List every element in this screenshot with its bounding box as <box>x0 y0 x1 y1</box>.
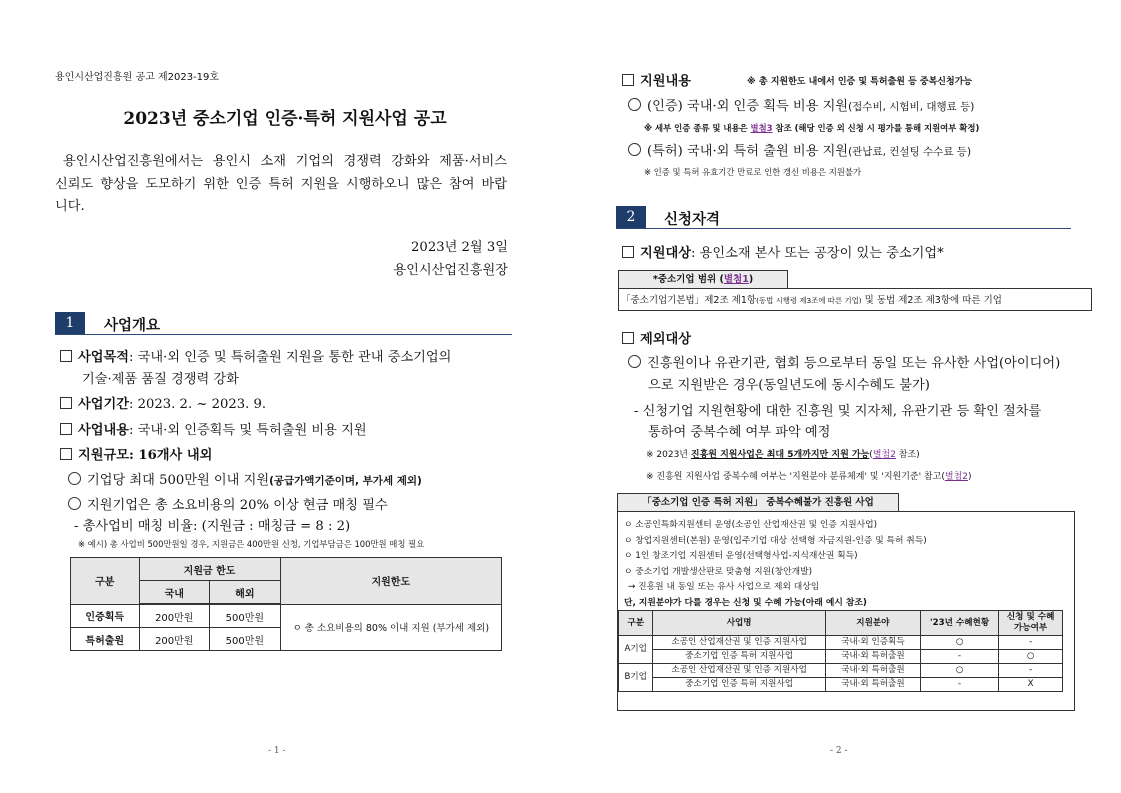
issuer-name: 용인시산업진흥원장 <box>393 263 508 278</box>
circle-bullet-icon <box>628 143 641 156</box>
note-a-underlined: 진흥원 지원사업은 최대 5개까지만 지원 가능 <box>690 450 870 460</box>
cell-project: 중소기업 인증 특허 지원사업 <box>653 678 825 692</box>
checkbox-icon <box>622 332 634 344</box>
example-note: ※ 예시) 총 사업비 500만원일 경우, 지원금은 400만원 신청, 기업부담금은 100만원 매칭 필요 <box>78 539 425 549</box>
appendix-2-link[interactable]: 별첨2 <box>872 450 896 460</box>
patent-row <box>628 140 971 159</box>
row-label: 특허출원 <box>71 628 140 651</box>
intro-line-2: 신뢰도 향상을 도모하기 위한 인증 특허 지원을 시행하오니 많은 참여 바랍 <box>55 177 507 192</box>
note-a <box>646 447 920 460</box>
sme-scope-pre: *중소기업 범위 ( <box>652 274 724 285</box>
note-b <box>646 469 971 482</box>
period-text: : 2023. 2. ~ 2023. 9. <box>128 397 267 412</box>
checkbox-icon <box>622 74 634 86</box>
exclude-2-text: - 신청기업 지원현황에 대한 진흥원 및 지자체, 유관기관 등 확인 절차를 <box>634 404 1042 419</box>
cell-field: 국내·외 특허출원 <box>825 678 920 692</box>
cell-field: 국내·외 특허출원 <box>825 664 920 678</box>
support-label: 지원내용 <box>640 74 691 89</box>
dup-item: ㅇ 중소기업 개발생산판로 맞춤형 지원(창안개발) <box>624 566 813 577</box>
section-2-underline <box>616 228 1071 229</box>
cell-possible: ○ <box>999 650 1063 664</box>
target-text: : 용인소재 본사 또는 공장이 있는 중소기업* <box>690 246 944 261</box>
cell-domestic: 200만원 <box>139 628 210 651</box>
content-row <box>60 419 367 438</box>
period-label: 사업기간 <box>78 397 129 412</box>
cell-status: ○ <box>920 664 998 678</box>
group-label: A기업 <box>619 636 653 664</box>
support-limit-table <box>70 557 502 651</box>
header-category: 구분 <box>619 611 653 636</box>
cell-project: 소공인 산업재산권 및 인증 지원사업 <box>653 636 825 650</box>
cell-field: 국내·외 특허출원 <box>825 650 920 664</box>
scale-label: 지원규모 <box>78 448 129 463</box>
circle-bullet-icon <box>68 472 81 485</box>
max-support-text: 기업당 최대 500만원 이내 지원 <box>87 473 270 488</box>
note-b-pre: ※ 진흥원 지원사업 중복수혜 여부는 '지원분야 분류체계' 및 '지원기준' 참고( <box>646 472 945 482</box>
intro-line-3: 니다. <box>55 199 85 214</box>
row-label: 인증획득 <box>71 604 140 628</box>
content-label: 사업내용 <box>78 423 129 438</box>
patent-text: (특허) 국내·외 특허 출원 비용 지원 <box>647 144 849 159</box>
cert-detail: (접수비, 시험비, 대행료 등) <box>848 101 975 113</box>
scale-row <box>60 444 212 463</box>
purpose-row <box>60 346 451 365</box>
header-category: 구분 <box>71 558 140 605</box>
exclude-1-row <box>628 352 1060 371</box>
max-support-note: (공급가액기준이며, 부가세 제외) <box>269 475 422 487</box>
purpose-text-2: 기술·제품 품질 경쟁력 강화 <box>82 372 239 387</box>
cell-status: - <box>920 650 998 664</box>
dup-item: ㅇ 소공인특화지원센터 운영(소공인 산업재산권 및 인증 지원사업) <box>624 520 878 530</box>
dup-item: ㅇ 창업지원센터(본원) 운영(입주기업 대상 선택형 자금지원-인증 및 특허 취득) <box>624 535 927 546</box>
cell-possible: - <box>999 664 1063 678</box>
period-row <box>60 393 266 412</box>
support-row <box>622 70 691 89</box>
header-rule: 지원한도 <box>280 558 501 605</box>
notice-date: 2023년 2월 3일 <box>411 240 508 255</box>
section-1-number: 1 <box>55 312 85 334</box>
circle-bullet-icon <box>628 98 641 111</box>
section-1-underline <box>55 334 512 335</box>
patent-note: ※ 인증 및 특허 유효기간 만료로 인한 갱신 비용은 지원불가 <box>644 167 862 177</box>
matching-ratio: - 총사업비 매칭 비율: (지원금 : 매칭금 = 8 : 2) <box>74 519 351 534</box>
note-a-post: 참조) <box>895 450 920 460</box>
cell-field: 국내·외 인증획득 <box>825 636 920 650</box>
exclude-label: 제외대상 <box>640 332 691 347</box>
target-label: 지원대상 <box>640 246 691 261</box>
exclude-row <box>622 328 691 347</box>
cell-project: 소공인 산업재산권 및 인증 지원사업 <box>653 664 825 678</box>
exclude-1-text: 진흥원이나 유관기관, 협회 등으로부터 동일 또는 유사한 사업(아이디어) <box>647 356 1061 371</box>
scale-text: : 16개사 내외 <box>128 448 213 463</box>
header-possible: 신청 및 수혜 가능여부 <box>999 611 1063 636</box>
appendix-1-link[interactable]: 별첨1 <box>723 274 749 285</box>
sme-law-post: 및 동법 제2조 제3항에 따른 기업 <box>861 295 1002 306</box>
exclude-1b-text: 으로 지원받은 경우(동일년도에 동시수혜도 불가) <box>648 378 930 393</box>
dup-box-list <box>624 518 927 612</box>
sme-scope-tab <box>618 270 788 288</box>
page-2 <box>560 0 1121 793</box>
cert-note-pre: ※ 세부 인증 종류 및 내용은 <box>644 123 751 133</box>
cell-overseas: 500만원 <box>210 604 281 628</box>
cell-status: - <box>920 678 998 692</box>
dup-box-bold-note: 단, 지원분야가 다를 경우는 신청 및 수혜 가능(아래 예시 참조) <box>624 597 867 608</box>
note-b-post: ) <box>967 472 972 482</box>
circle-bullet-icon <box>628 355 641 368</box>
appendix-3-link[interactable]: 별첨3 <box>750 123 773 133</box>
notice-number: 용인시산업진흥원 공고 제2023-19호 <box>55 72 220 83</box>
checkbox-icon <box>60 448 72 460</box>
cell-possible: - <box>999 636 1063 650</box>
purpose-label: 사업목적 <box>78 350 129 365</box>
rule-text: ㅇ 총 소요비용의 80% 이내 지원 (부가세 제외) <box>280 604 501 651</box>
cell-status: ○ <box>920 636 998 650</box>
example-table <box>618 610 1063 692</box>
note-a-paren: ( <box>869 450 873 460</box>
cell-project: 중소기업 인증 특허 지원사업 <box>653 650 825 664</box>
patent-detail: (관납료, 컨설팅 수수료 등) <box>848 146 972 158</box>
circle-bullet-icon <box>68 497 81 510</box>
page-1 <box>0 0 560 793</box>
section-2-title: 신청자격 <box>664 211 721 228</box>
target-row <box>622 242 944 261</box>
sme-law-small: (동법 시행령 제3조에 따른 기업) <box>756 296 862 305</box>
header-project: 사업명 <box>653 611 825 636</box>
checkbox-icon <box>60 423 72 435</box>
cell-possible: X <box>999 678 1063 692</box>
checkbox-icon <box>622 246 634 258</box>
cert-row <box>628 95 974 114</box>
support-note: ※ 총 지원한도 내에서 인증 및 특허출원 등 중복신청가능 <box>747 77 973 87</box>
dup-item: ㅇ 1인 창조기업 지원센터 운영(선택형사업-지식재산권 획득) <box>624 551 858 562</box>
header-status: '23년 수혜현황 <box>920 611 998 636</box>
page-number-1: - 1 - <box>268 746 286 756</box>
sme-scope-post: ) <box>748 274 754 285</box>
header-overseas: 해외 <box>210 581 281 605</box>
max-support-row <box>68 469 422 488</box>
header-field: 지원분야 <box>825 611 920 636</box>
cert-text: (인증) 국내·외 인증 획득 비용 지원 <box>647 99 849 114</box>
intro-line-1: 용인시산업진흥원에서는 용인시 소재 기업의 경쟁력 강화와 제품·서비스 <box>63 154 507 169</box>
sme-law-pre: 「중소기업기본법」제2조 제1항 <box>621 295 757 306</box>
exclude-2b-text: 통하여 중복수혜 여부 파악 예정 <box>648 425 831 440</box>
section-1-title: 사업개요 <box>104 317 161 334</box>
cell-domestic: 200만원 <box>139 604 210 628</box>
header-domestic: 국내 <box>139 581 210 605</box>
section-2-number: 2 <box>616 206 646 228</box>
header-limit: 지원금 한도 <box>139 558 280 581</box>
matching-row <box>68 494 388 513</box>
appendix-2-link[interactable]: 별첨2 <box>944 472 968 482</box>
purpose-text: : 국내·외 인증 및 특허출원 지원을 통한 관내 중소기업의 <box>128 350 452 365</box>
group-label: B기업 <box>619 664 653 692</box>
checkbox-icon <box>60 397 72 409</box>
cell-overseas: 500만원 <box>210 628 281 651</box>
content-text: : 국내·외 인증획득 및 특허출원 비용 지원 <box>128 423 367 438</box>
dup-item-arrow: → 진흥원 내 동일 또는 유사 사업으로 제외 대상임 <box>628 582 820 593</box>
sme-law-box <box>618 288 1092 311</box>
checkbox-icon <box>60 350 72 362</box>
cert-note <box>644 122 979 134</box>
page-number-2: - 2 - <box>830 746 848 756</box>
page-title: 2023년 중소기업 인증·특허 지원사업 공고 <box>123 109 447 129</box>
cert-note-post: 참조 (해당 인증 외 신청 시 평가를 통해 지원여부 확정) <box>772 123 980 133</box>
dup-box-tab: 「중소기업 인증 특허 지원」 중복수혜불가 진흥원 사업 <box>617 493 899 512</box>
note-a-pre: ※ 2023년 <box>646 450 691 460</box>
matching-text: 지원기업은 총 소요비용의 20% 이상 현금 매칭 필수 <box>87 498 388 513</box>
